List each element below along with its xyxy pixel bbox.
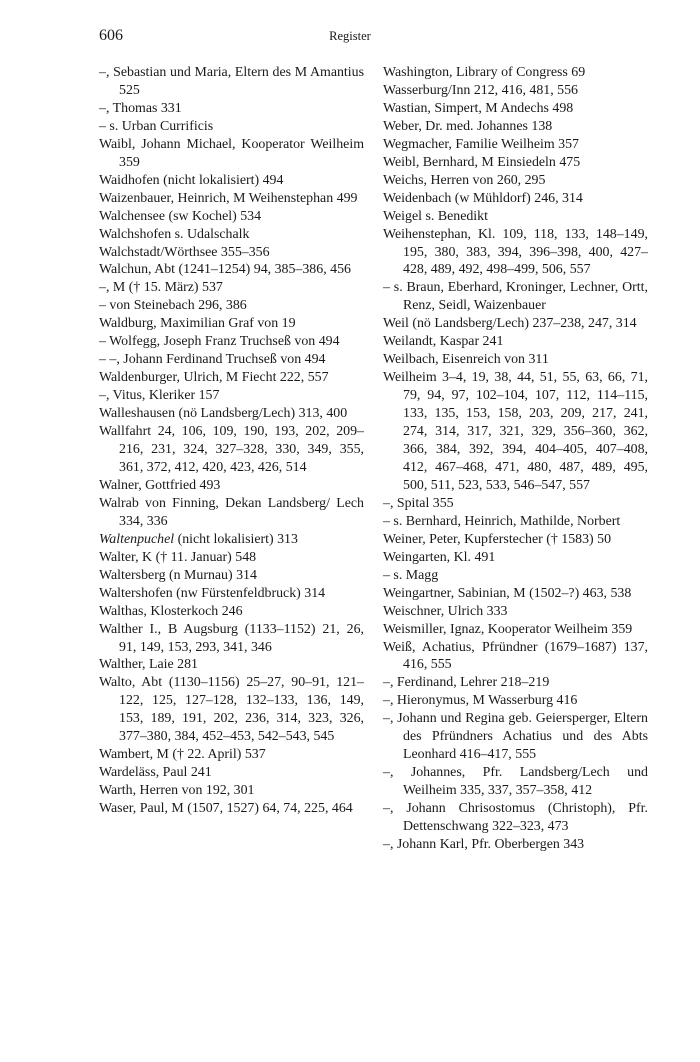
index-entry: Weilbach, Eisenreich von 311 [383, 352, 549, 368]
italic-headword: Waltenpuchel [99, 531, 175, 547]
index-entry: Weibl, Bernhard, M Einsiedeln 475 [383, 154, 581, 170]
index-entry: Wastian, Simpert, M Andechs 498 [383, 100, 574, 116]
index-entry: Warth, Herren von 192, 301 [99, 783, 255, 799]
index-entry: Weischner, Ulrich 333 [383, 603, 508, 619]
index-entry: Waltershofen (nw Fürstenfeldbruck) 314 [99, 585, 326, 601]
index-entry: –, Johann und Regina geb. Geiersperger, Eltern des Pfründners Achatius und des Abts Leonhard 416–417, 555 [383, 711, 648, 763]
index-entry: Waltersberg (n Murnau) 314 [99, 567, 257, 583]
index-entry: Waizenbauer, Heinrich, M Weihenstephan 499 [99, 190, 358, 206]
index-entry: –, M († 15. März) 537 [99, 280, 223, 296]
index-entry: Waser, Paul, M (1507, 1527) 64, 74, 225, 464 [99, 801, 353, 817]
index-entry: Weiß, Achatius, Pfründner (1679–1687) 137, 416, 555 [383, 639, 648, 673]
index-entry: Walter, K († 11. Januar) 548 [99, 549, 257, 565]
index-entry: Waidhofen (nicht lokalisiert) 494 [99, 172, 284, 188]
index-entry: Waldenburger, Ulrich, M Fiecht 222, 557 [99, 370, 329, 386]
index-column-right [383, 64, 648, 854]
index-entry: Walleshausen (nö Landsberg/Lech) 313, 400 [99, 406, 348, 422]
index-entry: Walther I., B Augsburg (1133–1152) 21, 26, 91, 149, 153, 293, 341, 346 [99, 621, 364, 655]
index-entry: – –, Johann Ferdinand Truchseß von 494 [99, 352, 326, 368]
index-entry: Wardeläss, Paul 241 [99, 765, 212, 781]
index-entry: – s. Urban Currificis [99, 118, 214, 134]
index-entry: Weiner, Peter, Kupferstecher († 1583) 50 [383, 531, 612, 547]
index-entry: Weilandt, Kaspar 241 [383, 334, 504, 350]
index-entry-rest: (nicht lokalisiert) 313 [174, 531, 298, 547]
index-entry: Walrab von Finning, Dekan Landsberg/ Lech 334, 336 [99, 495, 364, 529]
index-entry: –, Ferdinand, Lehrer 218–219 [383, 675, 550, 691]
index-entry: Weingartner, Sabinian, M (1502–?) 463, 538 [383, 585, 632, 601]
index-entry: Walto, Abt (1130–1156) 25–27, 90–91, 121–122, 125, 127–128, 132–133, 136, 149, 153, 189, 191, 202, 236, 314, 323, 326, 377–380, 384, 452–453, 542–543, 545 [99, 675, 364, 745]
index-entry: –, Johann Karl, Pfr. Oberbergen 343 [383, 836, 585, 852]
index-entry: Walchstadt/Wörthsee 355–356 [99, 244, 270, 260]
index-entry: –, Johannes, Pfr. Landsberg/Lech und Weilheim 335, 337, 357–358, 412 [383, 765, 648, 799]
index-entry: Walner, Gottfried 493 [99, 477, 221, 493]
index-column-left [99, 64, 364, 818]
index-entry: Wasserburg/Inn 212, 416, 481, 556 [383, 82, 579, 98]
page-header [0, 27, 700, 49]
index-entry: Weigel s. Benedikt [383, 208, 488, 224]
index-entry: Waldburg, Maximilian Graf von 19 [99, 316, 296, 332]
index-entry: –, Sebastian und Maria, Eltern des M Amantius 525 [99, 65, 364, 98]
index-entry: Walchensee (sw Kochel) 534 [99, 208, 262, 224]
index-entry: Weismiller, Ignaz, Kooperator Weilheim 359 [383, 621, 633, 637]
index-entry: Weingarten, Kl. 491 [383, 549, 496, 565]
index-entry: Weihenstephan, Kl. 109, 118, 133, 148–149, 195, 380, 383, 394, 396–398, 400, 427–428, 489, 492, 498–499, 506, 557 [383, 226, 648, 278]
index-entry: Waibl, Johann Michael, Kooperator Weilheim 359 [99, 136, 364, 170]
index-entry: Walchun, Abt (1241–1254) 94, 385–386, 456 [99, 262, 351, 278]
index-entry-italic [99, 531, 364, 549]
index-entry: – von Steinebach 296, 386 [99, 298, 247, 314]
index-entry: Walther, Laie 281 [99, 657, 198, 673]
index-entry: Weil (nö Landsberg/Lech) 237–238, 247, 314 [383, 316, 637, 332]
index-entry: Washington, Library of Congress 69 [383, 65, 586, 80]
index-entry: –, Spital 355 [383, 495, 454, 511]
index-entry: Walthas, Klosterkoch 246 [99, 603, 243, 619]
index-entry: Wallfahrt 24, 106, 109, 190, 193, 202, 209–216, 231, 324, 327–328, 330, 349, 355, 361, 372, 412, 420, 423, 426, 514 [99, 424, 364, 475]
index-entry: – Wolfegg, Joseph Franz Truchseß von 494 [99, 334, 340, 350]
index-entry: Weidenbach (w Mühldorf) 246, 314 [383, 190, 583, 206]
index-entry: Wambert, M († 22. April) 537 [99, 747, 266, 763]
running-head: Register [329, 29, 371, 43]
index-entry: – s. Braun, Eberhard, Kroninger, Lechner, Ortt, Renz, Seidl, Waizenbauer [383, 280, 648, 314]
index-entry: Weichs, Herren von 260, 295 [383, 172, 546, 188]
index-entry: – s. Bernhard, Heinrich, Mathilde, Norbert [383, 513, 621, 529]
index-entry: – s. Magg [383, 567, 439, 583]
index-entry: –, Vitus, Kleriker 157 [99, 388, 220, 404]
index-entry: –, Thomas 331 [99, 100, 182, 116]
index-entry: Wegmacher, Familie Weilheim 357 [383, 136, 579, 152]
index-entry: Walchshofen s. Udalschalk [99, 226, 250, 242]
index-entry: –, Johann Chrisostomus (Christoph), Pfr. Dettenschwang 322–323, 473 [383, 801, 648, 835]
page-number: 606 [99, 27, 123, 44]
index-entry: Weilheim 3–4, 19, 38, 44, 51, 55, 63, 66, 71, 79, 94, 97, 102–104, 107, 112, 114–115, 133, 135, 153, 158, 203, 209, 217, 241, 274, 314, 317, 321, 329, 356–360, 362, 366, 384, 392, 394, 404–405, 407–408, 412, 467–468, 471, 480, 487, 489, 495, 500, 511, 523, 533, 546–547, 557 [383, 370, 648, 493]
index-entry: –, Hieronymus, M Wasserburg 416 [383, 693, 578, 709]
index-entry: Weber, Dr. med. Johannes 138 [383, 118, 553, 134]
